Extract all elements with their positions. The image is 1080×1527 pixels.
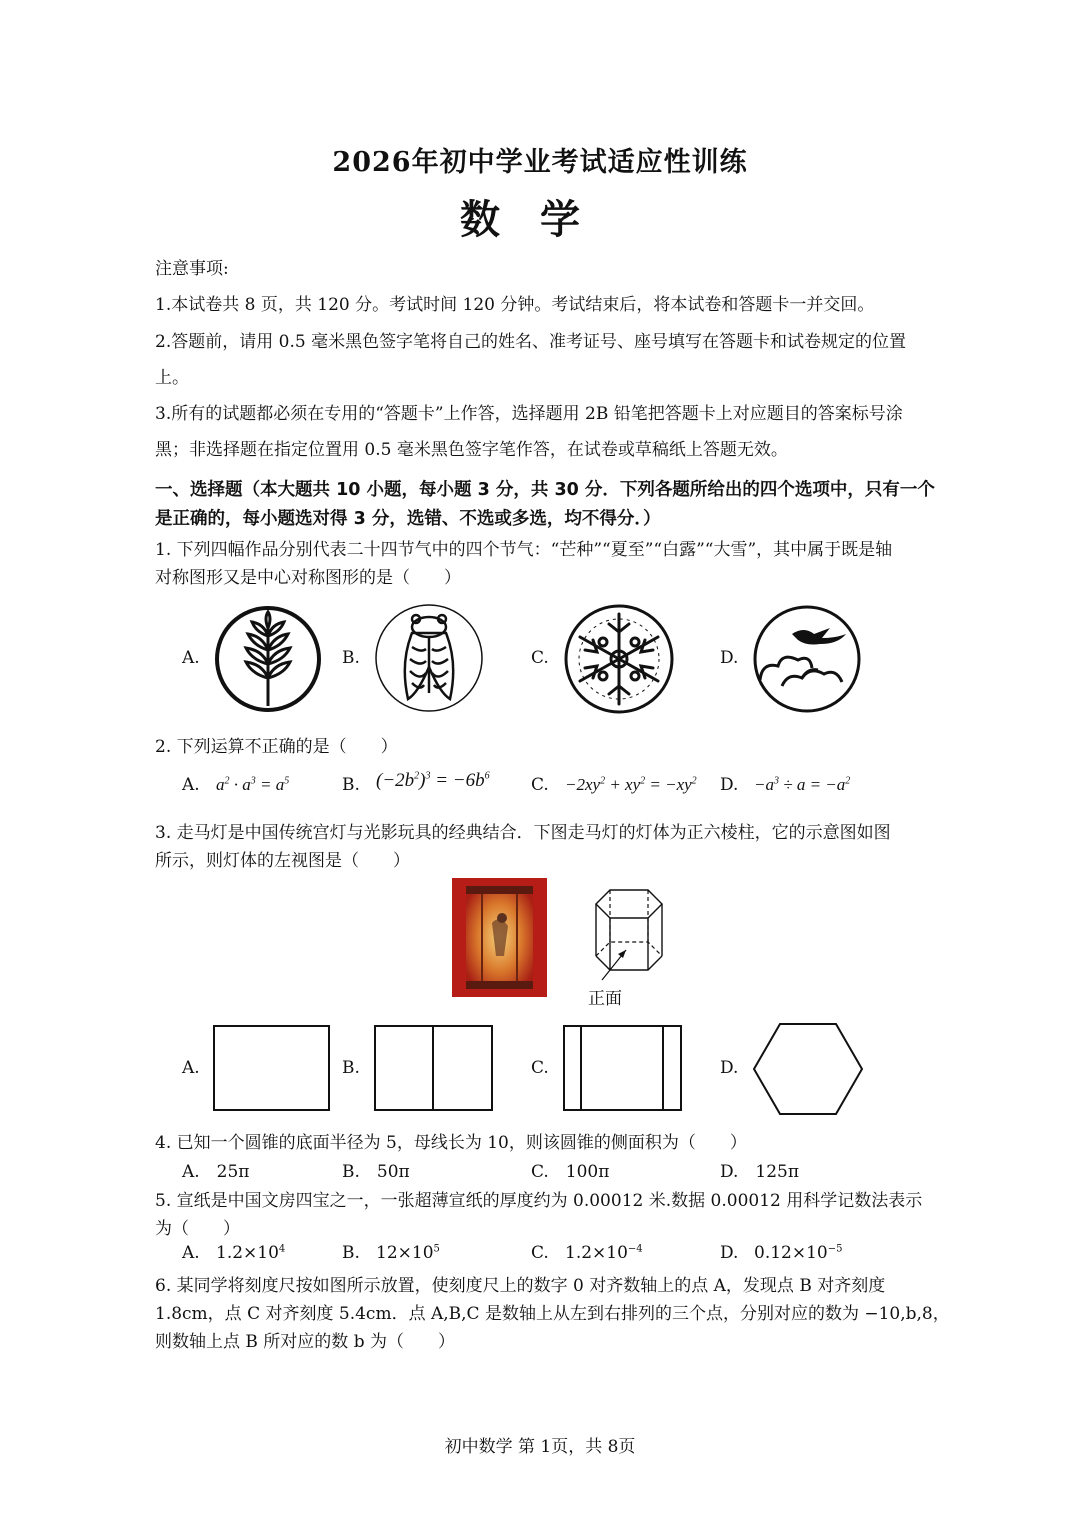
q3-option-c-view <box>563 1025 683 1113</box>
q3-option-b-label: B. <box>342 1058 360 1078</box>
q5-option-a-value: $1.2\times 10^4$ <box>216 1243 286 1263</box>
question-2-stem: 2. 下列运算不正确的是（ ） <box>155 737 398 757</box>
section-heading-cont: 是正确的，每小题选对得 3 分，选错、不选或多选，均不得分．） <box>155 509 661 529</box>
q2-option-c-label: C. <box>531 775 549 795</box>
q5-option-d-value: $0.12\times 10^{-5}$ <box>754 1243 843 1263</box>
notice-item-3: 3.所有的试题都必须在专用的“答题卡”上作答，选择题用 2B 铅笔把答题卡上对应题目的答案标号涂 <box>155 404 903 424</box>
notice-item-3-cont: 黑；非选择题在指定位置用 0.5 毫米黑色签字笔作答，在试卷或草稿纸上答题无效。 <box>155 440 788 460</box>
q2-option-a-label: A. <box>182 775 200 795</box>
q3-option-a-view <box>213 1025 331 1113</box>
cicada-emblem-icon <box>374 603 484 713</box>
question-1-stem-cont: 对称图形又是中心对称图形的是（ ） <box>155 568 461 588</box>
q2-option-d-expression: $-a^3 \div a = -a^2$ <box>754 775 851 794</box>
q2-option-b-expression: $(-2b^2)^3 = -6b^6$ <box>376 770 490 791</box>
q3-option-a-label: A. <box>182 1058 200 1078</box>
notice-item-1: 1.本试卷共 8 页，共 120 分。考试时间 120 分钟。考试结束后，将本试卷和答题卡一并交回。 <box>155 295 875 315</box>
q3-option-d-view <box>752 1022 864 1116</box>
q1-option-d-label: D. <box>720 648 739 668</box>
q2-option-c-expression: $-2xy^2 + xy^2 = -xy^2$ <box>565 775 697 794</box>
notice-item-2: 2.答题前，请用 0.5 毫米黑色签字笔将自己的姓名、准考证号、座号填写在答题卡和试卷规定的位置 <box>155 332 907 352</box>
notice-heading: 注意事项: <box>155 259 229 279</box>
q5-option-c-value: $1.2\times 10^{-4}$ <box>565 1243 643 1263</box>
q3-option-d-label: D. <box>720 1058 739 1078</box>
front-view-label: 正面 <box>588 989 622 1009</box>
page-footer: 初中数学 第 1页，共 8页 <box>444 1437 636 1457</box>
question-5-stem: 5. 宣纸是中国文房四宝之一，一张超薄宣纸的厚度约为 0.00012 米.数据 0.00012 用科学记数法表示 <box>155 1191 923 1211</box>
question-3-stem-cont: 所示，则灯体的左视图是（ ） <box>155 851 410 871</box>
question-4-stem: 4. 已知一个圆锥的底面半径为 5，母线长为 10，则该圆锥的侧面积为（ ） <box>155 1133 747 1153</box>
question-3-stem: 3. 走马灯是中国传统宫灯与光影玩具的经典结合．下图走马灯的灯体为正六棱柱，它的示意图如图 <box>155 823 891 843</box>
snowflake-emblem-icon <box>563 602 675 716</box>
q5-option-a-label: A. <box>182 1243 200 1263</box>
q5-option-b-label: B. <box>342 1243 360 1263</box>
question-6-stem-cont-2: 则数轴上点 B 所对应的数 b 为（ ） <box>155 1332 455 1352</box>
q4-option-b: B. 50π <box>342 1162 410 1182</box>
q4-option-c: C. 100π <box>531 1162 610 1182</box>
q2-option-d-label: D. <box>720 775 739 795</box>
q1-option-b-label: B. <box>342 648 360 668</box>
goose-cloud-emblem-icon <box>752 604 862 714</box>
exam-title: 2026年初中学业考试适应性训练 <box>332 147 748 178</box>
q2-option-b-label: B. <box>342 775 360 795</box>
question-1-stem: 1. 下列四幅作品分别代表二十四节气中的四个节气：“芒种”“夏至”“白露”“大雪”，其中属于既是轴 <box>155 540 893 560</box>
q1-option-c-label: C. <box>531 648 549 668</box>
q1-option-a-label: A. <box>182 648 200 668</box>
section-heading: 一、选择题（本大题共 10 小题，每小题 3 分，共 30 分．下列各题所给出的四个选项中，只有一个 <box>155 480 935 500</box>
q4-option-a: A. 25π <box>182 1162 250 1182</box>
lantern-photo <box>452 878 547 997</box>
q5-option-d-label: D. <box>720 1243 739 1263</box>
question-6-stem: 6. 某同学将刻度尺按如图所示放置，使刻度尺上的数字 0 对齐数轴上的点 A，发现点 B 对齐刻度 <box>155 1276 886 1296</box>
notice-item-2-cont: 上。 <box>155 368 189 388</box>
question-5-stem-cont: 为（ ） <box>155 1219 240 1239</box>
q2-option-a-expression: $a^2 \cdot a^3 = a^5$ <box>216 775 290 794</box>
question-6-stem-cont: 1.8cm，点 C 对齐刻度 5.4cm．点 A,B,C 是数轴上从左到右排列的三个点，分别对应的数为 −10,b,8， <box>155 1304 950 1324</box>
subject-title: 数学 <box>460 196 620 243</box>
wheat-emblem-icon <box>212 606 324 712</box>
q3-option-c-label: C. <box>531 1058 549 1078</box>
q5-option-b-value: $12\times 10^5$ <box>376 1243 440 1263</box>
q5-option-c-label: C. <box>531 1243 549 1263</box>
q3-option-b-view <box>374 1025 494 1113</box>
q4-option-d: D. 125π <box>720 1162 800 1182</box>
